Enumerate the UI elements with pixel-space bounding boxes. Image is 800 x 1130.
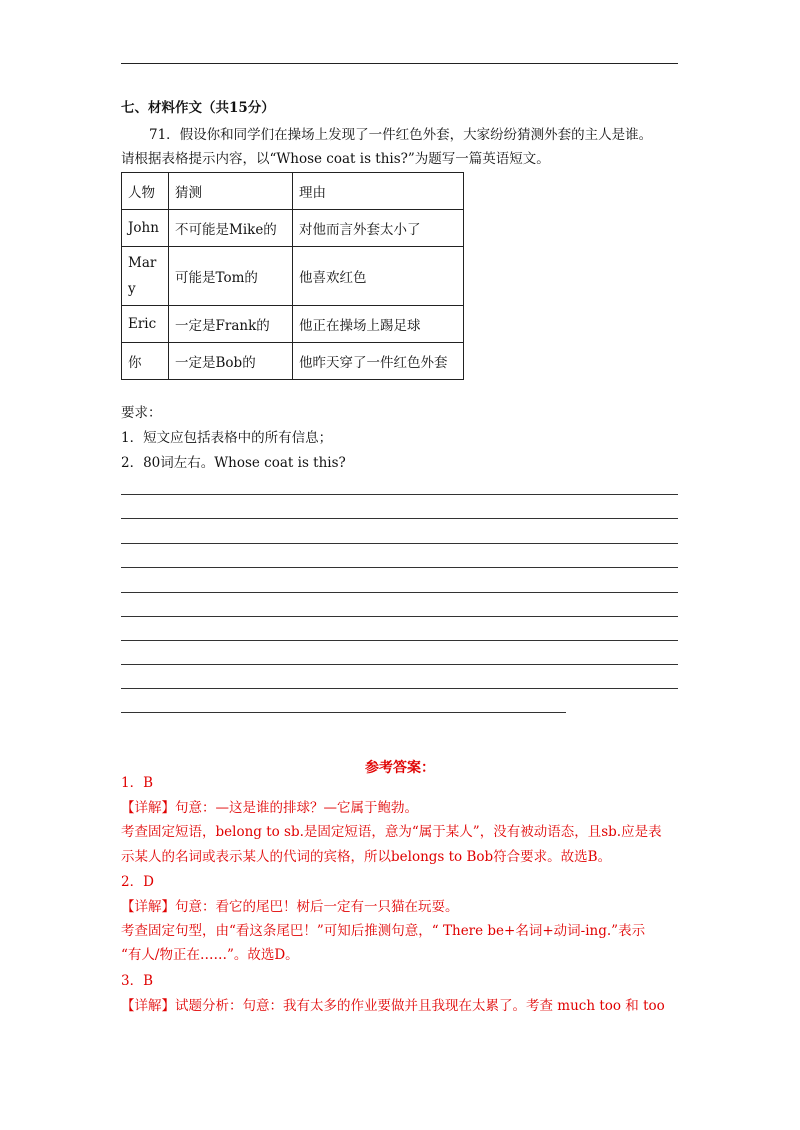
table-cell-reason: 他喜欢红色 bbox=[293, 247, 464, 306]
answer-3-label: 3．B bbox=[121, 973, 154, 989]
table-cell-guess: 猜测 bbox=[169, 173, 293, 210]
table-cell-guess: 一定是Frank的 bbox=[169, 306, 293, 343]
table-row bbox=[122, 247, 464, 306]
answers-title: 参考答案： bbox=[365, 760, 435, 776]
section-title: 七、材料作文（共15分） bbox=[121, 100, 275, 116]
table-row bbox=[122, 306, 464, 343]
table-cell-person: Mary bbox=[128, 255, 157, 297]
answer-2-explanation: “有人/物正在……”。故选D。 bbox=[121, 947, 299, 963]
requirement-2: 2．80词左右。Whose coat is this? bbox=[121, 455, 346, 471]
table-row bbox=[122, 210, 464, 247]
answer-2-detail: 【详解】句意：看它的尾巴！树后一定有一只猫在玩耍。 bbox=[121, 899, 459, 915]
writing-line[interactable] bbox=[121, 688, 678, 689]
table-cell-reason: 他正在操场上踢足球 bbox=[293, 306, 464, 343]
table-row bbox=[122, 343, 464, 380]
writing-line[interactable] bbox=[121, 592, 678, 593]
answer-1-explanation: 示某人的名词或表示某人的代词的宾格，所以belongs to Bob符合要求。故选B。 bbox=[121, 849, 612, 865]
prompt-line-1: 71．假设你和同学们在操场上发现了一件红色外套，大家纷纷猜测外套的主人是谁。 bbox=[149, 127, 653, 143]
writing-line[interactable] bbox=[121, 543, 678, 544]
writing-line[interactable] bbox=[121, 616, 678, 617]
answer-2-label: 2．D bbox=[121, 874, 154, 890]
answer-1-explanation: 考查固定短语，belong to sb.是固定短语，意为“属于某人”，没有被动语态，且sb.应是表 bbox=[121, 824, 662, 840]
table-cell-reason: 他昨天穿了一件红色外套 bbox=[293, 343, 464, 380]
table-cell-guess: 不可能是Mike的 bbox=[169, 210, 293, 247]
answer-1-detail: 【详解】句意：—这是谁的排球？—它属于鲍勃。 bbox=[121, 800, 418, 816]
table-cell-person: 你 bbox=[122, 343, 169, 380]
table-cell-reason: 对他而言外套太小了 bbox=[293, 210, 464, 247]
table-cell-person: John bbox=[122, 210, 169, 247]
table-cell-person: Eric bbox=[122, 306, 169, 343]
writing-line[interactable] bbox=[121, 664, 678, 665]
prompt-line-2: 请根据表格提示内容，以“Whose coat is this?”为题写一篇英语短文。 bbox=[121, 151, 550, 167]
writing-line[interactable] bbox=[121, 494, 678, 495]
writing-line[interactable] bbox=[121, 518, 678, 519]
answer-1-label: 1．B bbox=[121, 775, 154, 791]
guess-table bbox=[121, 172, 464, 380]
writing-line[interactable] bbox=[121, 712, 566, 713]
requirement-1: 1．短文应包括表格中的所有信息； bbox=[121, 430, 333, 446]
writing-line[interactable] bbox=[121, 640, 678, 641]
header-rule bbox=[121, 63, 678, 64]
writing-line[interactable] bbox=[121, 567, 678, 568]
table-cell-person: 人物 bbox=[122, 173, 169, 210]
answer-2-explanation: 考查固定句型，由“看这条尾巴！”可知后推测句意，“ There be+名词+动词-ing.”表示 bbox=[121, 923, 646, 939]
table-cell-guess: 可能是Tom的 bbox=[169, 247, 293, 306]
requirements-label: 要求： bbox=[121, 405, 162, 421]
table-cell-reason: 理由 bbox=[293, 173, 464, 210]
answer-3-detail: 【详解】试题分析：句意：我有太多的作业要做并且我现在太累了。考查 much too 和 too bbox=[121, 998, 665, 1014]
table-row bbox=[122, 173, 464, 210]
table-cell-guess: 一定是Bob的 bbox=[169, 343, 293, 380]
